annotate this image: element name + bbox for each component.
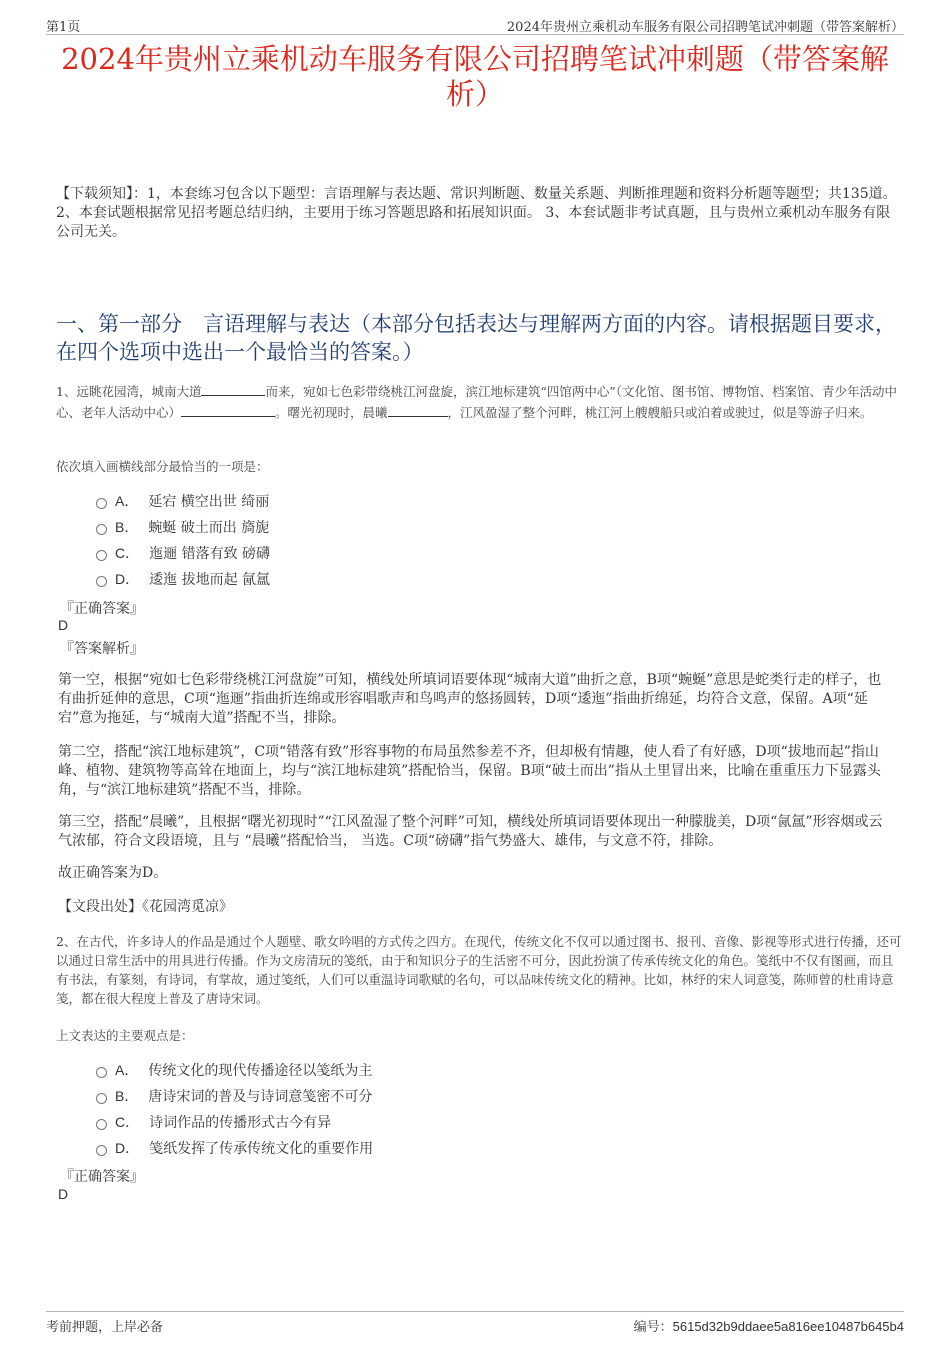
page-footer	[46, 1311, 904, 1336]
option-a[interactable]: A． 传统文化的现代传播途径以笺纸为主	[96, 1057, 373, 1083]
analysis-paragraph-3: 第三空，搭配“晨曦”，且根据“曙光初现时”“江风盈湿了整个河畔”可知，横线处所填词语要体现出一种朦胧美，D项“氤氲”形容烟或云气浓郁，符合文段语境，且与 “晨曦”搭配恰当， 当选。C项“磅礴”指气势盛大、雄伟，与文意不符，排除。	[58, 814, 883, 849]
question-1-prompt: 依次填入画横线部分最恰当的一项是：	[56, 459, 269, 474]
q1-text-a: 1、远眺花园湾，城南大道	[56, 384, 202, 399]
option-c[interactable]: C． 迤逦 错落有致 磅礴	[96, 540, 270, 566]
header-doc-title: 2024年贵州立乘机动车服务有限公司招聘笔试冲刺题（带答案解析）	[506, 20, 904, 35]
question-1-options	[96, 488, 270, 592]
page-header	[46, 14, 904, 35]
blank-3	[388, 402, 448, 417]
radio-icon[interactable]	[96, 498, 107, 509]
radio-icon[interactable]	[96, 1119, 107, 1130]
radio-icon[interactable]	[96, 1145, 107, 1156]
option-b[interactable]: B． 唐诗宋词的普及与诗词意笺密不可分	[96, 1083, 373, 1109]
download-notice: 【下载须知】：1，本套练习包含以下题型：言语理解与表达题、常识判断题、数量关系题、判断推理题和资料分析题等题型；共135道。 2、本套试题根据常见招考题总结归纳，主要用于练习答题思路和拓展知识面。 3、本套试题非考试真题，且与贵州立乘机动车服务有限公司无关。	[56, 186, 897, 240]
option-b[interactable]: B． 蜿蜒 破土而出 旖旎	[96, 514, 270, 540]
footer-code: 编号：5615d32b9ddaee5a816ee10487b645b4	[633, 1319, 904, 1335]
footer-slogan: 考前押题，上岸必备	[46, 1320, 164, 1335]
analysis-paragraph-2: 第二空，搭配“滨江地标建筑”，C项“错落有致”形容事物的布局虽然参差不齐，但却极有情趣，使人看了有好感，D项“拔地而起”指山峰、植物、建筑物等高耸在地面上，均与“滨江地标建筑”搭配恰当，保留。B项“破土而出”指从土里冒出来，比喻在重重压力下显露头角，与“滨江地标建筑”搭配不当，排除。	[58, 744, 881, 798]
option-d[interactable]: D． 逶迤 拔地而起 氤氲	[96, 566, 270, 592]
question-2-options	[96, 1057, 373, 1161]
section-heading: 一、第一部分 言语理解与表达（本部分包括表达与理解两方面的内容。请根据题目要求，在四个选项中选出一个最恰当的答案。）	[56, 312, 896, 364]
radio-icon[interactable]	[96, 576, 107, 587]
option-a[interactable]: A． 延宕 横空出世 绮丽	[96, 488, 270, 514]
document-title: 2024年贵州立乘机动车服务有限公司招聘笔试冲刺题（带答案解析）	[61, 42, 889, 111]
correct-answer-label: 『正确答案』	[60, 1169, 144, 1185]
source-note: 【文段出处】《花园湾觅凉》	[58, 899, 233, 915]
q1-text-b: 而来，宛如七色彩带绕桃江河盘旋，滨江地标建筑“四馆两中心”（文化馆、图书馆、博物馆、档案馆、青少年活动中心、老年人活动中心）	[56, 384, 898, 420]
correct-answer-label: 『正确答案』	[60, 601, 144, 617]
q1-text-c: 。曙光初现时，晨曦	[275, 405, 388, 420]
question-2-prompt: 上文表达的主要观点是：	[56, 1028, 194, 1043]
q1-text-d: ，江风盈湿了整个河畔，桃江河上艘艘船只或泊着或驶过，似是等游子归来。	[447, 405, 873, 420]
page-number: 第1页	[46, 20, 81, 35]
option-c[interactable]: C． 诗词作品的传播形式古今有异	[96, 1109, 373, 1135]
radio-icon[interactable]	[96, 550, 107, 561]
radio-icon[interactable]	[96, 1067, 107, 1078]
blank-2	[181, 402, 275, 417]
correct-answer: D	[58, 617, 69, 633]
correct-answer: D	[58, 1186, 69, 1202]
radio-icon[interactable]	[96, 1093, 107, 1104]
analysis-conclusion: 故正确答案为D。	[58, 865, 168, 881]
analysis-paragraph-1: 第一空，根据“宛如七色彩带绕桃江河盘旋”可知，横线处所填词语要体现“城南大道”曲折之意，B项“蜿蜒”意思是蛇类行走的样子，也有曲折延伸的意思，C项“迤逦”指曲折连绵或形容唱歌声和鸟鸣声的悠扬圆转，D项“逶迤”指曲折绵延，均符合文意，保留。A项“延宕”意为拖延，与“城南大道”搭配不当，排除。	[58, 672, 882, 726]
radio-icon[interactable]	[96, 524, 107, 535]
question-1-text	[56, 381, 902, 423]
blank-1	[201, 381, 265, 396]
question-2-text: 2、在古代，许多诗人的作品是通过个人题壁、歌女吟唱的方式传之四方。在现代，传统文化不仅可以通过图书、报刊、音像、影视等形式进行传播，还可以通过日常生活中的用具进行传播。作为文房清玩的笺纸，由于和知识分子的生活密不可分，因此扮演了传承传统文化的角色。笺纸中不仅有图画，而且有书法，有篆刻，有诗词，有掌故，通过笺纸，人们可以重温诗词歌赋的名句，可以品味传统文化的精神。比如，林纾的宋人词意笺，陈师曾的杜甫诗意笺，都在很大程度上普及了唐诗宋词。	[56, 934, 902, 1006]
option-d[interactable]: D． 笺纸发挥了传承传统文化的重要作用	[96, 1135, 373, 1161]
analysis-label: 『答案解析』	[60, 641, 144, 657]
